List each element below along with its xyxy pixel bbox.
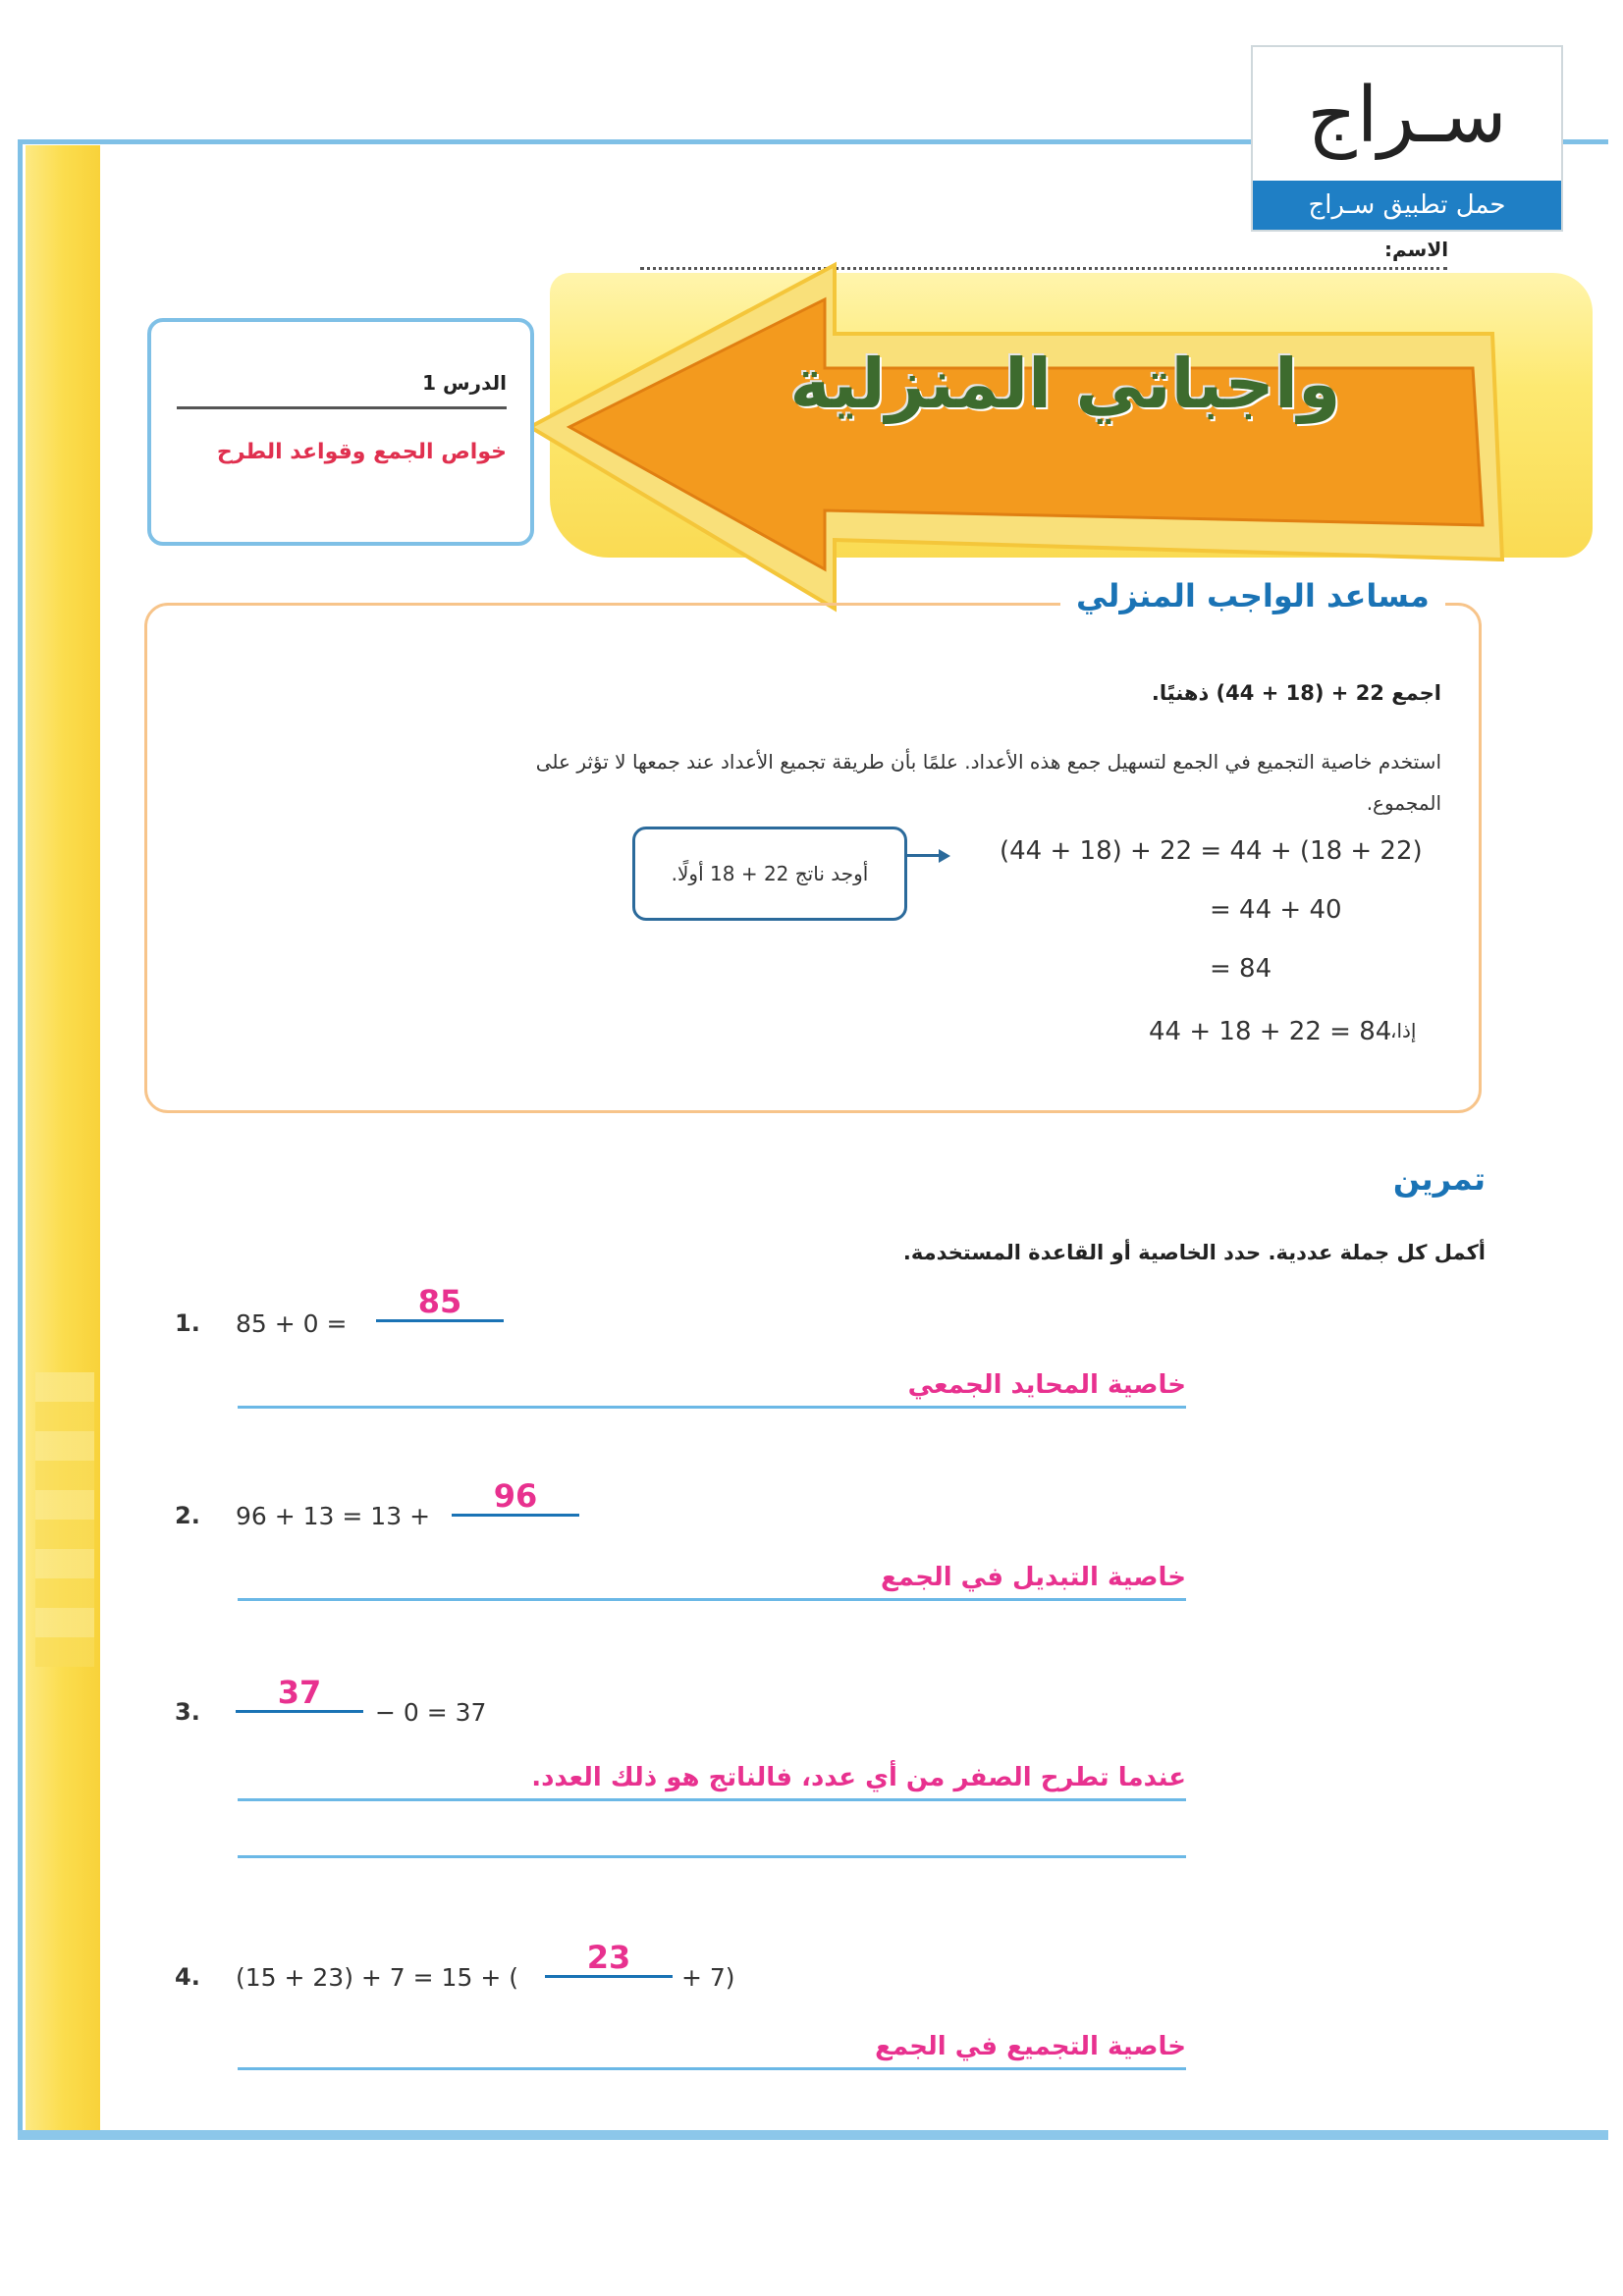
exercise-4-equation-right: + 7) <box>681 1963 735 1992</box>
name-label: الاسم: <box>1384 238 1449 261</box>
logo-tagline: حمل تطبيق سـراج <box>1253 181 1561 230</box>
exercise-3-extra-line[interactable] <box>238 1840 1186 1858</box>
helper-equation-3: = 84 <box>1210 954 1272 984</box>
exercise-2-number: 2. <box>175 1502 200 1529</box>
siraj-logo[interactable] <box>1251 45 1563 232</box>
banner-arrow-icon <box>511 245 1512 618</box>
exercise-1-answer[interactable]: 85 <box>376 1284 504 1322</box>
banner-title: واجباتي المنزلية <box>789 344 1341 424</box>
helper-equation-4-prefix: إذا، <box>1390 1019 1417 1042</box>
exercise-1-number: 1. <box>175 1309 200 1337</box>
practice-instruction: أكمل كل جملة عددية. حدد الخاصية أو القاعدة المستخدمة. <box>902 1241 1486 1264</box>
page-frame-bottom <box>18 2130 1608 2140</box>
exercise-2-answer[interactable]: 96 <box>452 1478 579 1517</box>
lesson-label: الدرس 1 <box>422 371 507 395</box>
exercise-4-property[interactable]: خاصية التجميع في الجمع <box>238 2032 1186 2070</box>
exercise-3-answer[interactable]: 37 <box>236 1675 363 1713</box>
helper-equation-1: (44 + 18) + 22 = 44 + (18 + 22) <box>1000 836 1423 866</box>
tip-arrow-icon <box>907 854 947 857</box>
exercise-4-equation-left: (15 + 23) + 7 = 15 + ( <box>236 1963 518 1992</box>
lesson-card <box>147 318 534 546</box>
helper-equation-2: = 44 + 40 <box>1210 895 1342 925</box>
exercise-3-number: 3. <box>175 1698 200 1726</box>
exercise-1-property[interactable]: خاصية المحايد الجمعي <box>238 1370 1186 1409</box>
exercise-4-number: 4. <box>175 1963 200 1991</box>
exercise-1-equation: 85 + 0 = <box>236 1309 348 1338</box>
helper-title: مساعد الواجب المنزلي <box>1060 577 1445 614</box>
helper-explanation: استخدم خاصية التجميع في الجمع لتسهيل جمع هذه الأعداد. علمًا بأن طريقة تجميع الأعداد عند جمعها لا تؤثر على المجموع. <box>535 750 1441 815</box>
logo-wordmark: سـراج <box>1307 72 1507 160</box>
helper-equation-4: 44 + 18 + 22 = 84 <box>1149 1017 1392 1046</box>
exercise-4-answer[interactable]: 23 <box>545 1940 673 1978</box>
exercise-3-property[interactable]: عندما تطرح الصفر من أي عدد، فالناتج هو ذلك العدد. <box>238 1763 1186 1801</box>
helper-tip: أوجد ناتج 22 + 18 أولًا. <box>632 827 907 921</box>
lesson-divider <box>177 406 507 409</box>
helper-question: اجمع 22 + (18 + 44) ذهنيًا. <box>1151 681 1441 705</box>
exercise-3-equation: − 0 = 37 <box>375 1698 487 1727</box>
lesson-topic: خواص الجمع وقواعد الطرح <box>216 440 507 464</box>
exercise-2-equation: 96 + 13 = 13 + <box>236 1502 431 1530</box>
practice-title: تمرين <box>1392 1160 1486 1198</box>
exercise-2-property[interactable]: خاصية التبديل في الجمع <box>238 1563 1186 1601</box>
